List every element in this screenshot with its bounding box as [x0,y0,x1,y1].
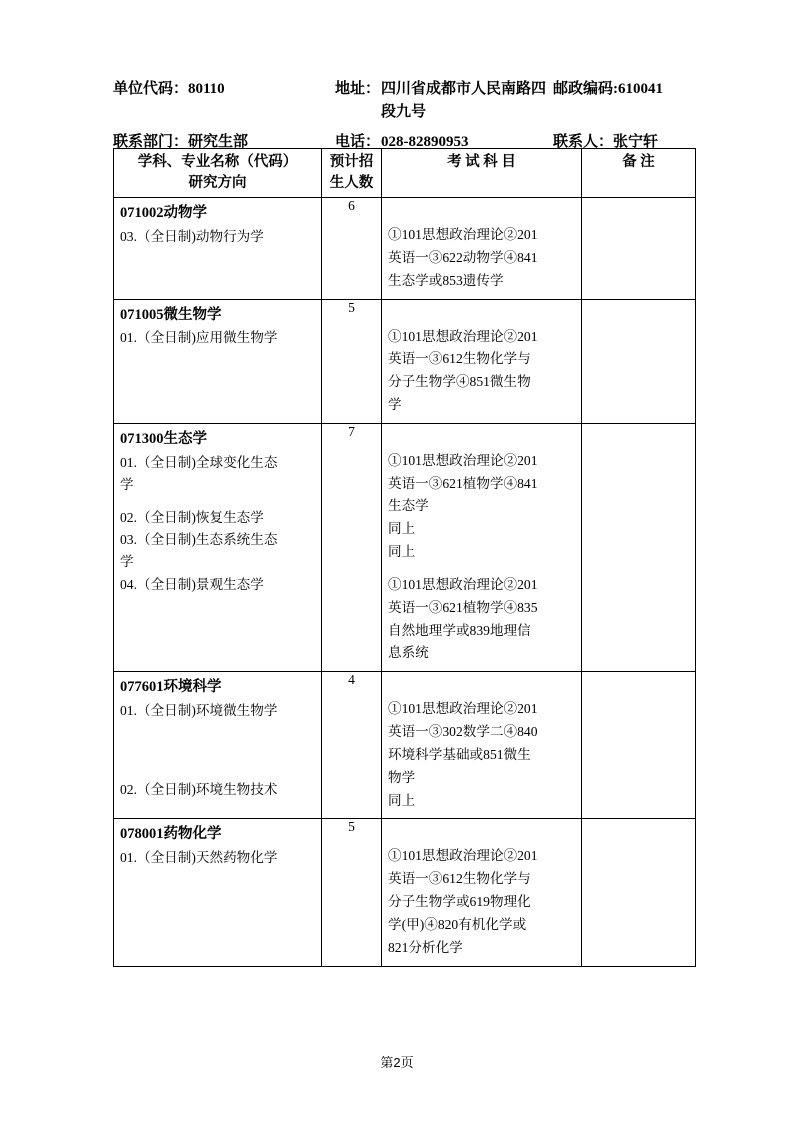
column-header-quota-line1: 预计招 [329,154,374,170]
exam-line: 息系统 [388,645,429,661]
research-direction: 01.（全日制)应用微生物学 [120,330,278,346]
exam-line: 同上 [388,521,416,537]
table-row [114,819,696,966]
phone-value: 028-82890953 [381,134,469,150]
page-footer: 第2页 [380,1055,414,1070]
exam-line: 自然地理学或839地理信 [388,622,531,638]
cell-remark [582,198,696,299]
column-header-discipline-line2: 研究方向 [188,175,247,192]
cell-remark [582,299,696,423]
exam-line: 生态学 [388,498,429,514]
column-header-exams: 考 试 科 目 [382,149,582,198]
column-header-remark: 备 注 [582,149,696,198]
cell-quota: 7 [322,423,382,671]
exam-line: 学(甲)④820有机化学或 [388,916,527,932]
table-header-row [114,149,696,198]
exam-line: 学 [388,397,402,412]
cell-remark [582,819,696,966]
department: 联系部门：研究生部 [113,134,249,150]
exam-line: ①101思想政治理论②201 [388,576,538,592]
exam-line: ①101思想政治理论②201 [388,701,538,717]
exam-line: 物学 [388,769,416,785]
research-direction-cont: 学 [120,554,134,570]
column-header-quota-line2: 生人数 [329,175,374,192]
program-name: 071300生态学 [120,430,207,447]
exam-line: 生态学或853遗传学 [388,272,504,288]
cell-discipline [114,423,322,671]
research-direction: 03.（全日制)动物行为学 [120,228,264,244]
research-direction: 03.（全日制)生态系统生态 [120,532,278,548]
cell-quota: 5 [322,819,382,966]
research-direction: 01.（全日制)天然药物化学 [120,850,278,866]
exam-line: 分子生物学④851微生物 [388,374,531,390]
program-name: 071005微生物学 [120,306,222,323]
column-header-discipline-line1: 学科、专业名称（代码） [137,154,298,170]
table-row [114,423,696,671]
cell-remark [582,423,696,671]
cell-quota: 4 [322,672,382,819]
admissions-table [113,148,696,967]
table-row [114,299,696,423]
table-row [114,672,696,819]
exam-line: 英语一③302数学二④840 [388,724,538,740]
research-direction: 02.（全日制)恢复生态学 [120,509,264,525]
unit-code: 单位代码：80110 [113,81,225,97]
contact-person: 联系人：张宁轩 [553,134,659,150]
cell-quota: 5 [322,299,382,423]
header-row-1 [113,78,695,123]
exam-line: ①101思想政治理论②201 [388,328,538,344]
research-direction-cont: 学 [120,477,134,493]
cell-exams [382,672,582,819]
research-direction: 04.（全日制)景观生态学 [120,576,264,592]
address-label: 地址： [335,81,381,97]
exam-line: ①101思想政治理论②201 [388,452,538,468]
exam-line: 英语一③622动物学④841 [388,249,538,265]
exam-line: 分子生物学或619物理化 [388,894,531,910]
column-header-quota [322,149,382,198]
table-row [114,198,696,299]
exam-line: 英语一③621植物学④841 [388,475,538,491]
cell-discipline [114,672,322,819]
column-header-discipline [114,149,322,198]
address-value: 四川省成都市人民南路四段九号 [381,81,547,120]
cell-remark [582,672,696,819]
cell-exams [382,299,582,423]
research-direction: 01.（全日制)环境微生物学 [120,703,278,719]
exam-line: 同上 [388,544,416,560]
exam-line: 英语一③612生物化学与 [388,871,531,887]
cell-discipline [114,819,322,966]
exam-line: 同上 [388,792,416,808]
program-name: 071002动物学 [120,205,207,222]
program-name: 077601环境科学 [120,679,222,696]
cell-exams [382,423,582,671]
postcode: 邮政编码:610041 [553,81,663,97]
exam-line: 821分析化学 [388,939,463,955]
exam-line: 英语一③612生物化学与 [388,351,531,367]
cell-discipline [114,299,322,423]
cell-discipline [114,198,322,299]
cell-exams [382,819,582,966]
exam-line: 环境科学基础或851微生 [388,746,531,762]
research-direction: 01.（全日制)全球变化生态 [120,454,278,470]
exam-line: ①101思想政治理论②201 [388,227,538,243]
program-name: 078001药物化学 [120,826,222,843]
exam-line: 英语一③621植物学④835 [388,599,538,615]
cell-quota: 6 [322,198,382,299]
cell-exams [382,198,582,299]
research-direction: 02.（全日制)环境生物技术 [120,781,278,797]
phone-label: 电话： [335,134,381,150]
exam-line: ①101思想政治理论②201 [388,848,538,864]
